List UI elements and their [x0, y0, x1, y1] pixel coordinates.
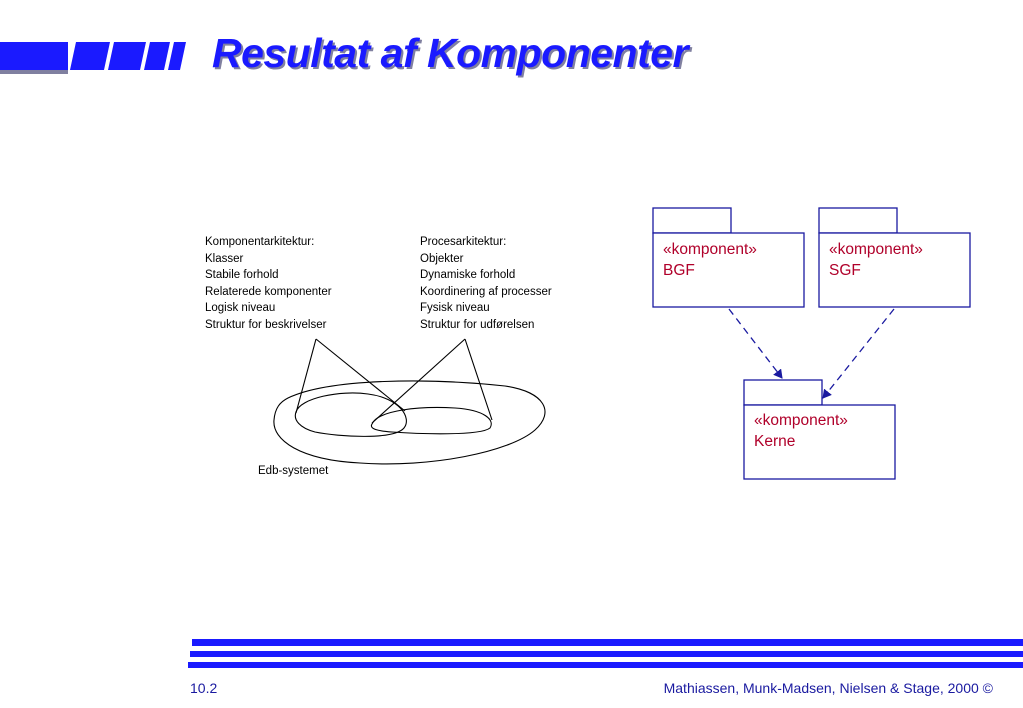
component-architecture-ellipse [295, 393, 406, 436]
slide-number: 10.2 [190, 680, 218, 696]
footer-bars-decoration [188, 639, 1023, 668]
footer-authors: Mathiassen, Munk-Madsen, Nielsen & Stage, 2000 © [663, 680, 993, 696]
text-line: Procesarkitektur: [420, 236, 507, 248]
component-bgf-label [663, 239, 757, 281]
dependency-bgf-to-kerne [729, 309, 782, 378]
text-line: Objekter [420, 252, 464, 265]
edb-system-label: Edb-systemet [258, 465, 329, 477]
text-line: Dynamiske forhold [420, 269, 516, 281]
component-stereotype: «komponent» [829, 241, 923, 258]
component-stereotype: «komponent» [663, 241, 757, 258]
text-line: Logisk niveau [205, 302, 276, 314]
process-architecture-text [420, 234, 552, 333]
component-stereotype: «komponent» [754, 412, 848, 429]
dependency-sgf-to-kerne [823, 309, 894, 398]
text-line: Klasser [205, 252, 244, 265]
header-bars-decoration [0, 42, 186, 74]
component-sgf-label [829, 239, 923, 281]
text-line: Komponentarkitektur: [205, 236, 315, 248]
process-architecture-ellipse [371, 408, 491, 434]
text-line: Stabile forhold [205, 269, 279, 281]
component-name: Kerne [754, 433, 796, 450]
text-line: Fysisk niveau [420, 302, 490, 314]
text-line: Koordinering af processer [420, 285, 552, 298]
page-title: Resultat af Komponenter [212, 30, 688, 76]
component-name: SGF [829, 262, 861, 279]
text-line: Relaterede komponenter [205, 285, 332, 298]
component-name: BGF [663, 262, 695, 279]
text-line: Struktur for beskrivelser [205, 318, 327, 331]
edb-system-boundary [274, 381, 545, 464]
component-kerne-label [754, 410, 848, 452]
text-line: Struktur for udførelsen [420, 318, 535, 331]
component-architecture-text [205, 234, 332, 333]
